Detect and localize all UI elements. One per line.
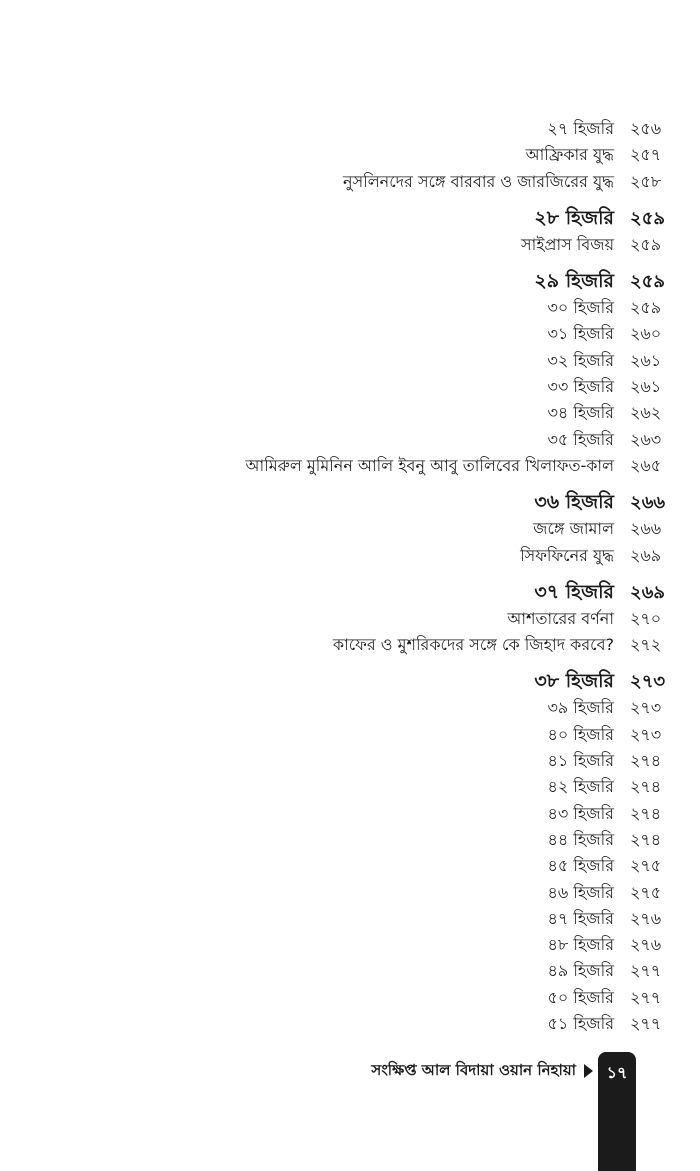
toc-entry-title: সিফফিনের যুদ্ধ <box>520 545 614 565</box>
toc-section-heading <box>0 205 700 232</box>
page-footer <box>0 1056 700 1086</box>
toc-entry <box>0 722 700 748</box>
toc-entry-page: ২৭৪ <box>630 829 662 849</box>
toc-entry-title: ২৭ হিজরি <box>547 119 614 138</box>
toc-entry-title: ৪৮ হিজরি <box>547 935 614 955</box>
toc-entry <box>0 906 700 932</box>
toc-entry-page: ২৬০ <box>630 324 662 344</box>
toc-entry-page: ২৭২ <box>630 635 662 655</box>
toc-entry-title: ২৮ হিজরি <box>534 206 614 229</box>
toc-entry-title: ৩২ হিজরি <box>547 350 614 370</box>
toc-entry-page: ২৭৩ <box>630 671 666 693</box>
table-of-contents <box>0 116 700 1037</box>
toc-entry-page: ২৭৭ <box>630 1014 662 1034</box>
toc-entry-title: আশতারের বর্ণনা <box>507 608 614 628</box>
toc-entry-title: ৪৬ হিজরি <box>547 882 614 902</box>
toc-entry <box>0 853 700 879</box>
toc-entry-title: ৪৪ হিজরি <box>547 829 614 849</box>
toc-entry <box>0 374 700 400</box>
toc-entry <box>0 348 700 374</box>
play-arrow-icon <box>584 1064 593 1078</box>
toc-entry <box>0 543 700 569</box>
toc-entry-title: ৩৫ হিজরি <box>547 429 614 449</box>
toc-entry-title: ৩৭ হিজরি <box>534 580 614 603</box>
toc-entry-title: ৪০ হিজরি <box>547 724 614 744</box>
toc-entry-title: জঙ্গে জামাল <box>533 519 614 539</box>
toc-entry-page: ২৭৩ <box>630 724 662 744</box>
toc-entry-page: ২৭৪ <box>630 751 662 771</box>
toc-entry-title: ৩৮ হিজরি <box>534 670 614 693</box>
toc-entry-page: ২৬১ <box>630 350 662 370</box>
toc-entry-page: ২৬২ <box>630 403 662 423</box>
toc-entry-page: ২৭৬ <box>630 908 662 928</box>
toc-entry <box>0 632 700 658</box>
toc-entry-title: ২৯ হিজরি <box>534 270 614 293</box>
toc-entry-page: ২৫৯ <box>630 271 666 293</box>
toc-entry-page: ২৭৬ <box>630 935 662 955</box>
toc-section-heading <box>0 489 700 516</box>
toc-entry-page: ২৬১ <box>630 377 662 397</box>
toc-entry-page: ২৬৬ <box>630 519 662 539</box>
toc-entry-page: ২৫৯ <box>630 207 666 229</box>
toc-entry <box>0 827 700 853</box>
toc-entry-title: ৪৭ হিজরি <box>547 908 614 928</box>
toc-entry-title: ৩৪ হিজরি <box>547 403 614 423</box>
toc-entry-page: ২৬৯ <box>630 581 666 603</box>
toc-entry-page: ২৬৬ <box>630 492 666 514</box>
toc-entry-title: ৩৯ হিজরি <box>547 698 614 718</box>
toc-entry-page: ২৫৯ <box>630 298 662 318</box>
toc-entry-page: ২৬৫ <box>630 455 662 475</box>
toc-entry <box>0 295 700 321</box>
toc-entry-title: আমিরুল মুমিনিন আলি ইবনু আবু তালিবের খিলাফত-কাল <box>245 455 614 475</box>
toc-entry <box>0 932 700 958</box>
toc-entry <box>0 958 700 984</box>
toc-entry <box>0 169 700 195</box>
toc-entry-page: ২৭৭ <box>630 961 662 981</box>
toc-entry <box>0 880 700 906</box>
toc-entry <box>0 748 700 774</box>
toc-entry-title: ৫০ হিজরি <box>547 987 614 1007</box>
toc-entry-title: ৩৬ হিজরি <box>534 491 614 514</box>
toc-entry-title: সাইপ্রাস বিজয় <box>521 234 614 254</box>
toc-entry <box>0 232 700 258</box>
toc-entry <box>0 774 700 800</box>
toc-entry <box>0 801 700 827</box>
toc-entry <box>0 1011 700 1037</box>
toc-entry-page: ২৬৩ <box>630 429 662 449</box>
toc-entry <box>0 606 700 632</box>
toc-entry-title: ৪২ হিজরি <box>547 777 614 797</box>
page-number: ১৭ <box>606 1063 628 1082</box>
toc-entry-title: ৪৫ হিজরি <box>547 856 614 876</box>
toc-entry-page: ২৫৮ <box>630 171 662 191</box>
toc-entry-page: ২৭৩ <box>630 698 662 718</box>
toc-entry <box>0 985 700 1011</box>
toc-entry-page: ২৭৪ <box>630 803 662 823</box>
toc-entry-title: ৩০ হিজরি <box>547 298 614 318</box>
toc-entry <box>0 142 700 168</box>
toc-section-heading <box>0 668 700 695</box>
toc-entry-page: ২৭৪ <box>630 777 662 797</box>
toc-entry <box>0 400 700 426</box>
toc-entry-title: নুসলিনদের সঙ্গে বারবার ও জারজিরের যুদ্ধ <box>343 171 614 191</box>
toc-entry <box>0 427 700 453</box>
toc-entry-page: ২৬৯ <box>630 545 662 565</box>
toc-entry-page: ২৭৫ <box>630 856 662 876</box>
toc-entry-page: ২৭৭ <box>630 987 662 1007</box>
toc-entry <box>0 516 700 542</box>
toc-entry <box>0 695 700 721</box>
toc-entry-page: ২৫৯ <box>630 234 662 254</box>
toc-entry-title: ৫১ হিজরি <box>547 1014 614 1034</box>
toc-entry <box>0 321 700 347</box>
toc-entry-title: ৩৩ হিজরি <box>547 377 614 397</box>
footer-book-title: সংক্ষিপ্ত আল বিদায়া ওয়ান নিহায়া <box>371 1061 576 1079</box>
toc-entry-title: ৪১ হিজরি <box>547 751 614 771</box>
toc-entry-page: ২৭০ <box>630 608 662 628</box>
page-number-tab <box>598 1052 636 1171</box>
toc-entry-title: ৪৯ হিজরি <box>547 961 614 981</box>
toc-section-heading <box>0 579 700 606</box>
toc-entry-title: আফ্রিকার যুদ্ধ <box>525 145 614 165</box>
toc-entry-title: ৩১ হিজরি <box>547 324 614 344</box>
toc-entry-title: ৪৩ হিজরি <box>547 803 614 823</box>
toc-entry <box>0 116 700 142</box>
toc-entry-title: কাফের ও মুশরিকদের সঙ্গে কে জিহাদ করবে? <box>332 635 614 655</box>
toc-entry <box>0 453 700 479</box>
toc-section-heading <box>0 268 700 295</box>
toc-entry-page: ২৫৬ <box>630 119 662 138</box>
toc-entry-page: ২৫৭ <box>630 145 662 165</box>
toc-entry-page: ২৭৫ <box>630 882 662 902</box>
